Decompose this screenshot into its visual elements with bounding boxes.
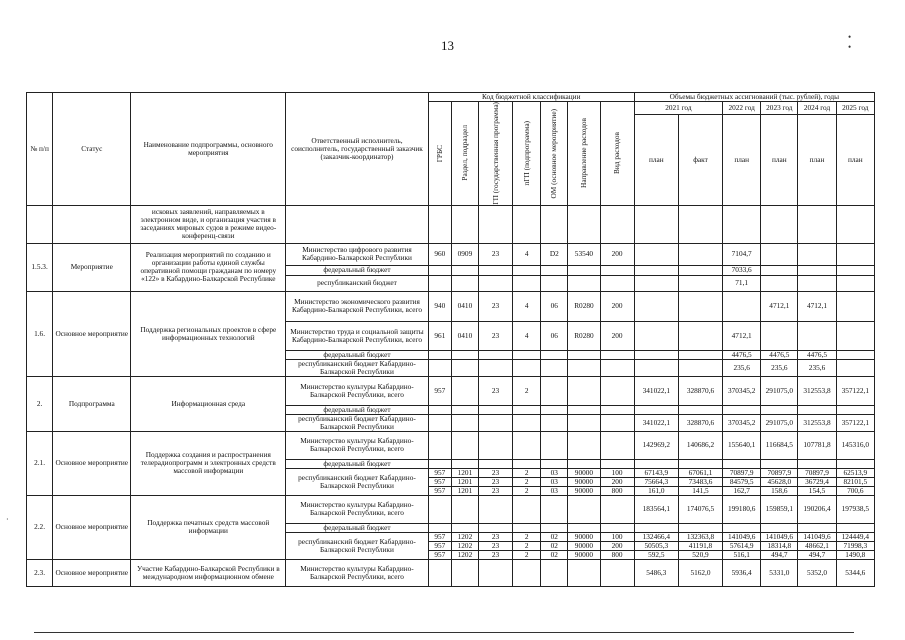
value-cell: 190206,4	[798, 495, 836, 523]
value-cell: 370345,2	[723, 376, 761, 405]
code-cell: 1201	[451, 468, 478, 477]
code-cell: 0410	[451, 291, 478, 321]
table-row	[27, 431, 875, 459]
code-cell: 90000	[568, 541, 600, 550]
row-executor: республиканский бюджет Кабардино-Балкарской Республики	[286, 414, 429, 431]
value-cell: 36729,4	[798, 477, 836, 486]
header-sub: факт	[678, 115, 722, 205]
row-status: Основное мероприятие	[53, 291, 131, 376]
value-cell: 141049,6	[798, 532, 836, 541]
row-executor: федеральный бюджет	[286, 350, 429, 359]
table-row	[27, 559, 875, 586]
header-sub: план	[761, 115, 798, 205]
row-executor: федеральный бюджет	[286, 405, 429, 414]
header-sub: план	[836, 115, 874, 205]
value-cell: 41191,8	[678, 541, 722, 550]
value-cell: 132466,4	[634, 532, 678, 541]
value-cell: 592,5	[634, 550, 678, 559]
header-code-group: Код бюджетной классификации	[428, 93, 634, 102]
value-cell: 132363,8	[678, 532, 722, 541]
row-executor: республиканский бюджет Кабардино-Балкарской Республики	[286, 359, 429, 376]
value-cell: 5162,0	[678, 559, 722, 586]
row-executor: федеральный бюджет	[286, 265, 429, 275]
header-year: 2024 год	[798, 102, 836, 115]
code-cell: 2	[513, 541, 541, 550]
value-cell: 235,6	[723, 359, 761, 376]
value-cell: 107781,8	[798, 431, 836, 459]
header-code: ГРБС	[434, 144, 444, 162]
code-cell: 23	[478, 291, 512, 321]
code-cell: 940	[428, 291, 451, 321]
value-cell: 154,5	[798, 486, 836, 495]
value-cell: 328870,6	[678, 414, 722, 431]
header-code: Вид расходов	[612, 132, 622, 175]
code-cell: 23	[478, 550, 512, 559]
code-cell: 2	[513, 477, 541, 486]
code-cell: 06	[541, 321, 568, 350]
value-cell: 4476,5	[723, 350, 761, 359]
value-cell: 5486,3	[634, 559, 678, 586]
value-cell: 67061,1	[678, 468, 722, 477]
code-cell: 1201	[451, 486, 478, 495]
table-row	[27, 291, 875, 321]
code-cell: 957	[428, 532, 451, 541]
value-cell: 141,5	[678, 486, 722, 495]
code-cell: 4	[513, 243, 541, 265]
code-cell: 23	[478, 541, 512, 550]
code-cell: 06	[541, 291, 568, 321]
header-sub: план	[723, 115, 761, 205]
code-cell: 957	[428, 550, 451, 559]
code-cell: 200	[600, 477, 634, 486]
row-status: Основное мероприятие	[53, 495, 131, 559]
value-cell: 70897,9	[723, 468, 761, 477]
header-num: № п/п	[27, 93, 53, 206]
value-cell: 235,6	[798, 359, 836, 376]
value-cell: 124449,4	[836, 532, 874, 541]
value-cell: 50505,3	[634, 541, 678, 550]
table-row	[27, 495, 875, 523]
value-cell: 312553,8	[798, 376, 836, 405]
code-cell: 90000	[568, 550, 600, 559]
value-cell: 70897,9	[761, 468, 798, 477]
code-cell: D2	[541, 243, 568, 265]
value-cell: 357122,1	[836, 414, 874, 431]
value-cell: 116684,5	[761, 431, 798, 459]
code-cell: 23	[478, 486, 512, 495]
cont-text: исковых заявлений, направляемых в электронном виде, и организация участия в заседаниях мировых судов в режиме видео-конференц-связи	[131, 205, 286, 243]
value-cell: 48662,1	[798, 541, 836, 550]
code-cell: 23	[478, 321, 512, 350]
code-cell: 200	[600, 291, 634, 321]
corner-marks: • •	[848, 32, 870, 52]
value-cell: 4712,1	[723, 321, 761, 350]
value-cell: 494,7	[798, 550, 836, 559]
code-cell: 800	[600, 486, 634, 495]
row-num: 1.5.3.	[27, 243, 53, 291]
header-code: Раздел, подраздел	[459, 125, 469, 182]
value-cell: 82101,5	[836, 477, 874, 486]
margin-mark: ·	[6, 515, 9, 524]
value-cell: 5936,4	[723, 559, 761, 586]
header-sub: план	[798, 115, 836, 205]
code-cell: 2	[513, 532, 541, 541]
row-name: Поддержка печатных средств массовой информации	[131, 495, 286, 559]
code-cell: 23	[478, 243, 512, 265]
value-cell: 328870,6	[678, 376, 722, 405]
table-row	[27, 376, 875, 405]
value-cell: 18314,8	[761, 541, 798, 550]
code-cell: 4	[513, 291, 541, 321]
value-cell: 5344,6	[836, 559, 874, 586]
value-cell: 141049,6	[761, 532, 798, 541]
bottom-rule	[34, 632, 854, 633]
value-cell: 159859,1	[761, 495, 798, 523]
code-cell: 200	[600, 321, 634, 350]
value-cell: 174076,5	[678, 495, 722, 523]
code-cell: 957	[428, 376, 451, 405]
header-year: 2022 год	[723, 102, 761, 115]
value-cell: 291075,0	[761, 414, 798, 431]
value-cell: 370345,2	[723, 414, 761, 431]
value-cell: 1490,8	[836, 550, 874, 559]
value-cell: 75664,3	[634, 477, 678, 486]
row-executor: Министерство культуры Кабардино-Балкарской Республики, всего	[286, 431, 429, 459]
row-status: Основное мероприятие	[53, 559, 131, 586]
code-cell: 100	[600, 468, 634, 477]
row-num: 1.6.	[27, 291, 53, 376]
value-cell: 4476,5	[798, 350, 836, 359]
code-cell: 90000	[568, 532, 600, 541]
value-cell: 516,1	[723, 550, 761, 559]
row-num: 2.2.	[27, 495, 53, 559]
code-cell: 2	[513, 486, 541, 495]
row-executor: Министерство культуры Кабардино-Балкарской Республики, всего	[286, 495, 429, 523]
page-number: 13	[441, 38, 454, 53]
row-status: Подпрограмма	[53, 376, 131, 431]
code-cell: 961	[428, 321, 451, 350]
code-cell: 02	[541, 532, 568, 541]
row-executor: республиканский бюджет Кабардино-Балкарской Республики	[286, 532, 429, 559]
code-cell: 200	[600, 541, 634, 550]
code-cell: 03	[541, 477, 568, 486]
code-cell: 4	[513, 321, 541, 350]
code-cell: 1202	[451, 532, 478, 541]
code-cell: R0280	[568, 291, 600, 321]
value-cell: 73483,6	[678, 477, 722, 486]
code-cell: 960	[428, 243, 451, 265]
value-cell: 7104,7	[723, 243, 761, 265]
header-status: Статус	[53, 93, 131, 206]
code-cell: 2	[513, 550, 541, 559]
code-cell: 02	[541, 541, 568, 550]
code-cell: 800	[600, 550, 634, 559]
code-cell: 957	[428, 486, 451, 495]
header-code: ОМ (основное мероприятие)	[549, 108, 559, 199]
value-cell: 291075,0	[761, 376, 798, 405]
value-cell: 7033,6	[723, 265, 761, 275]
value-cell: 341022,1	[634, 376, 678, 405]
value-cell: 700,6	[836, 486, 874, 495]
value-cell: 161,0	[634, 486, 678, 495]
row-executor: Министерство культуры Кабардино-Балкарской Республики, всего	[286, 559, 429, 586]
code-cell: 03	[541, 486, 568, 495]
value-cell: 4712,1	[798, 291, 836, 321]
value-cell: 155640,1	[723, 431, 761, 459]
value-cell: 145316,0	[836, 431, 874, 459]
row-executor: Министерство цифрового развития Кабардино-Балкарской Республики	[286, 243, 429, 265]
value-cell: 235,6	[761, 359, 798, 376]
row-name: Информационная среда	[131, 376, 286, 431]
row-executor: Министерство культуры Кабардино-Балкарской Республики, всего	[286, 376, 429, 405]
code-cell: 1202	[451, 541, 478, 550]
header-sub: план	[634, 115, 678, 205]
code-cell: 90000	[568, 468, 600, 477]
value-cell: 162,7	[723, 486, 761, 495]
table-row	[27, 205, 875, 243]
header-year: 2021 год	[634, 102, 722, 115]
code-cell: 02	[541, 550, 568, 559]
value-cell: 312553,8	[798, 414, 836, 431]
header-year: 2023 год	[761, 102, 798, 115]
code-cell: 1202	[451, 550, 478, 559]
value-cell: 71998,3	[836, 541, 874, 550]
code-cell: 1201	[451, 477, 478, 486]
value-cell: 5352,0	[798, 559, 836, 586]
code-cell: R0280	[568, 321, 600, 350]
code-cell: 0909	[451, 243, 478, 265]
row-executor: Министерство экономического развития Кабардино-Балкарской Республики, всего	[286, 291, 429, 321]
value-cell: 158,6	[761, 486, 798, 495]
value-cell: 57614,9	[723, 541, 761, 550]
code-cell: 03	[541, 468, 568, 477]
value-cell: 5331,0	[761, 559, 798, 586]
code-cell: 0410	[451, 321, 478, 350]
code-cell: 53540	[568, 243, 600, 265]
code-cell: 23	[478, 532, 512, 541]
value-cell: 84579,5	[723, 477, 761, 486]
row-status: Мероприятие	[53, 243, 131, 291]
row-num: 2.	[27, 376, 53, 431]
header-executor: Ответственный исполнитель, соисполнитель, государственный заказчик (заказчик-координатор)	[286, 93, 429, 206]
row-num: 2.3.	[27, 559, 53, 586]
row-name: Поддержка региональных проектов в сфере информационных технологий	[131, 291, 286, 376]
value-cell: 45628,0	[761, 477, 798, 486]
row-executor: республиканский бюджет	[286, 275, 429, 291]
code-cell: 2	[513, 468, 541, 477]
value-cell: 4476,5	[761, 350, 798, 359]
header-code: Направление расходов	[578, 118, 588, 189]
budget-table	[26, 92, 875, 587]
value-cell: 494,7	[761, 550, 798, 559]
row-executor: федеральный бюджет	[286, 459, 429, 468]
row-name: Участие Кабардино-Балкарской Республики в международном информационном обмене	[131, 559, 286, 586]
value-cell: 341022,1	[634, 414, 678, 431]
value-cell: 62513,9	[836, 468, 874, 477]
value-cell: 357122,1	[836, 376, 874, 405]
code-cell: 2	[513, 376, 541, 405]
code-cell: 23	[478, 376, 512, 405]
header-volume-group: Объемы бюджетных ассигнований (тыс. рублей), годы	[634, 93, 874, 102]
row-executor: республиканский бюджет Кабардино-Балкарской Республики	[286, 468, 429, 495]
value-cell: 199180,6	[723, 495, 761, 523]
code-cell: 957	[428, 468, 451, 477]
value-cell: 197938,5	[836, 495, 874, 523]
value-cell: 67143,9	[634, 468, 678, 477]
value-cell: 4712,1	[761, 291, 798, 321]
header-code: ГП (государственная программа)	[490, 102, 500, 205]
code-cell: 23	[478, 477, 512, 486]
row-executor: федеральный бюджет	[286, 523, 429, 532]
code-cell: 957	[428, 477, 451, 486]
value-cell: 140686,2	[678, 431, 722, 459]
value-cell: 520,9	[678, 550, 722, 559]
header-code: пГП (подпрограмма)	[521, 120, 531, 186]
value-cell: 70897,9	[798, 468, 836, 477]
row-executor: Министерство труда и социальной защиты Кабардино-Балкарской Республики, всего	[286, 321, 429, 350]
code-cell: 23	[478, 468, 512, 477]
code-cell: 90000	[568, 486, 600, 495]
header-year: 2025 год	[836, 102, 874, 115]
row-name: Реализация мероприятий по созданию и организации работы единой службы оперативной помощи гражданам по номеру «122» в Кабардино-Балкарской Республике	[131, 243, 286, 291]
code-cell: 957	[428, 541, 451, 550]
code-cell: 200	[600, 243, 634, 265]
value-cell: 142969,2	[634, 431, 678, 459]
code-cell: 90000	[568, 477, 600, 486]
table-row	[27, 243, 875, 265]
value-cell: 141049,6	[723, 532, 761, 541]
code-cell: 100	[600, 532, 634, 541]
value-cell: 71,1	[723, 275, 761, 291]
row-status: Основное мероприятие	[53, 431, 131, 495]
value-cell: 183564,1	[634, 495, 678, 523]
header-name: Наименование подпрограммы, основного мероприятия	[131, 93, 286, 206]
row-num: 2.1.	[27, 431, 53, 495]
row-name: Поддержка создания и распространения телерадиопрограмм и электронных средств массовой информации	[131, 431, 286, 495]
